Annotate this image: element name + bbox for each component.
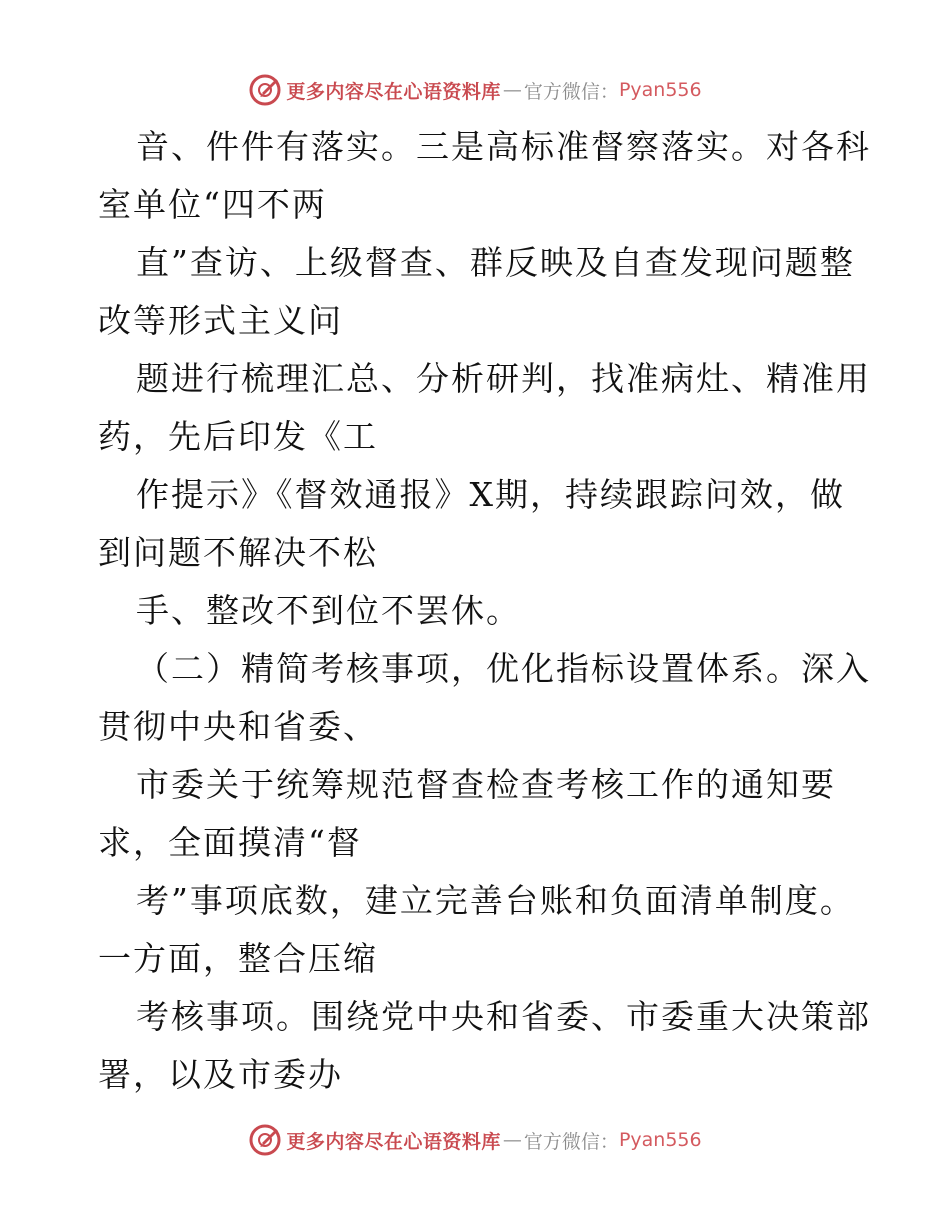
banner-brand-text: 更多内容尽在心语资料库: [286, 80, 501, 103]
text-line: 求，全面摸清“督: [98, 823, 362, 862]
text-line: 一方面，整合压缩: [98, 939, 378, 978]
banner-wechat-id: Pyan556: [618, 79, 702, 101]
text-line: 市委关于统筹规范督查检查考核工作的通知要: [136, 765, 836, 804]
text-line: （二）精简考核事项，优化指标设置体系。深入: [136, 649, 871, 688]
banner-official-label: 官方微信：: [523, 80, 619, 103]
text-line: 作提示》《督效通报》X期，持续跟踪问效，做: [136, 475, 845, 514]
brand-logo-icon: [248, 1123, 282, 1157]
text-line: 考”事项底数，建立完善台账和负面清单制度。: [136, 881, 855, 920]
banner-separator: —: [502, 1129, 522, 1151]
document-body: [98, 118, 878, 1104]
text-line: 题进行梳理汇总、分析研判，找准病灶、精准用: [136, 359, 871, 398]
brand-logo-icon: [248, 73, 282, 107]
banner-separator: —: [502, 79, 522, 101]
text-line: 贯彻中央和省委、: [98, 707, 378, 746]
text-line: 到问题不解决不松: [98, 533, 378, 572]
text-line: 考核事项。围绕党中央和省委、市委重大决策部: [136, 997, 871, 1036]
text-line: 改等形式主义问: [98, 301, 343, 340]
text-line: 药，先后印发《工: [98, 417, 378, 456]
text-line: 直”查访、上级督查、群反映及自查发现问题整: [136, 243, 855, 282]
footer-watermark-banner: [0, 1120, 950, 1160]
banner-wechat-id: Pyan556: [618, 1129, 702, 1151]
banner-brand-text: 更多内容尽在心语资料库: [286, 1130, 501, 1153]
text-line: 音、件件有落实。三是高标准督察落实。对各科: [136, 127, 871, 166]
text-line: 手、整改不到位不罢休。: [136, 591, 521, 630]
text-line: 室单位“四不两: [98, 185, 327, 224]
text-line: 署，以及市委办: [98, 1055, 343, 1094]
banner-official-label: 官方微信：: [523, 1130, 619, 1153]
header-watermark-banner: [0, 70, 950, 110]
